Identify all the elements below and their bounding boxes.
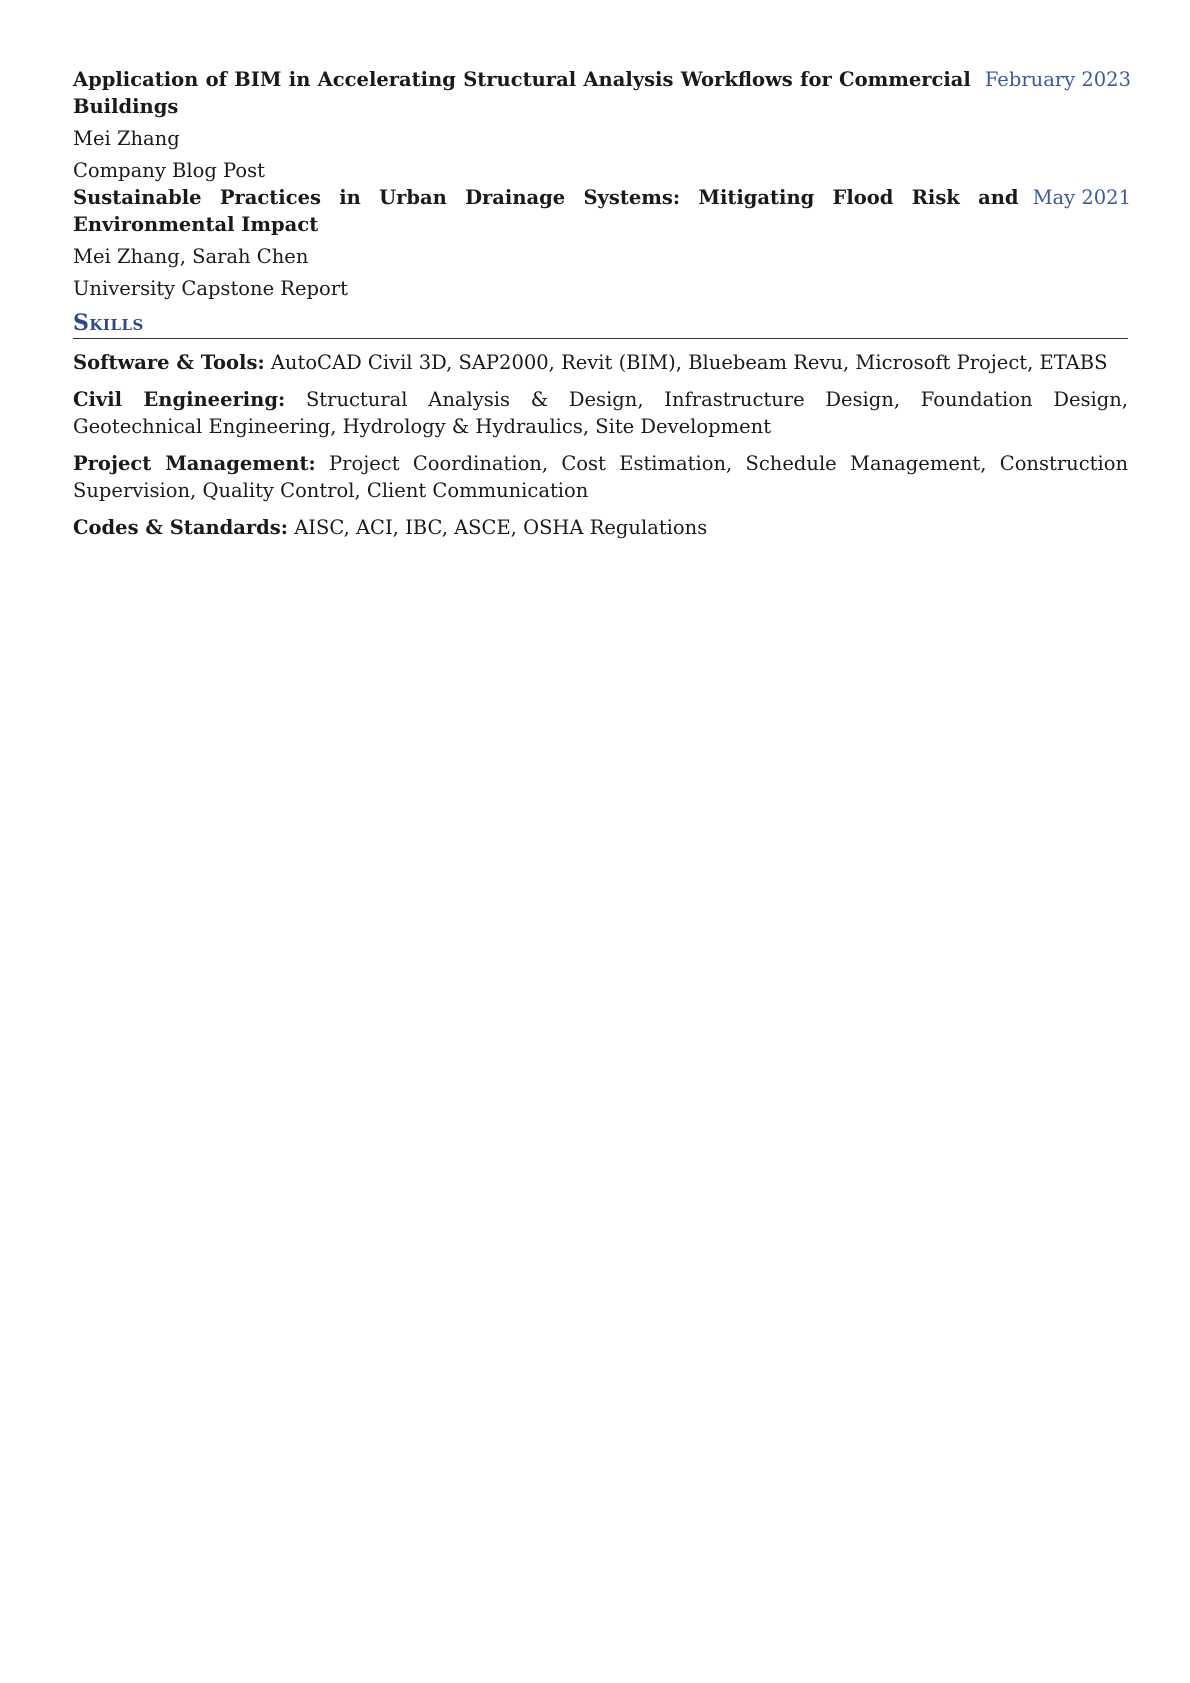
publication-authors: Mei Zhang (73, 127, 180, 150)
resume-page (73, 66, 1131, 541)
publication-entry (73, 184, 1131, 302)
publication-authors: Mei Zhang, Sarah Chen (73, 245, 309, 268)
skill-label: Software & Tools: (73, 351, 265, 374)
publication-entry (73, 66, 1131, 184)
skill-value: Project Coordination, Cost Estimation, Schedule Management, Construction Supervision, Quality Control, Client Communication (73, 452, 1129, 502)
skill-value: Structural Analysis & Design, Infrastructure Design, Foundation Design, Geotechnical Engineering, Hydrology & Hydraulics, Site Development (73, 388, 1128, 438)
publication-title: Sustainable Practices in Urban Drainage Systems: Mitigating Flood Risk and Environmental Impact (73, 186, 1019, 236)
skill-label: Codes & Standards: (73, 516, 288, 539)
publication-title: Application of BIM in Accelerating Structural Analysis Workflows for Commercial Buildings (73, 68, 971, 118)
skill-value: AISC, ACI, IBC, ASCE, OSHA Regulations (294, 516, 708, 539)
skill-civil-engineering (73, 386, 1128, 440)
skill-codes-standards (73, 514, 1128, 541)
publication-date: February 2023 (984, 68, 1131, 91)
skill-software-tools (73, 349, 1128, 376)
publication-header (73, 66, 1131, 120)
publication-header (73, 184, 1131, 238)
skill-project-management (73, 450, 1128, 504)
skills-section-heading: Skills (73, 308, 1128, 339)
publication-date: May 2021 (1032, 186, 1131, 209)
skill-label: Project Management: (73, 452, 316, 475)
publication-venue: Company Blog Post (73, 159, 265, 182)
publication-venue: University Capstone Report (73, 277, 348, 300)
skill-value: AutoCAD Civil 3D, SAP2000, Revit (BIM), Bluebeam Revu, Microsoft Project, ETABS (270, 351, 1108, 374)
skill-label: Civil Engineering: (73, 388, 286, 411)
